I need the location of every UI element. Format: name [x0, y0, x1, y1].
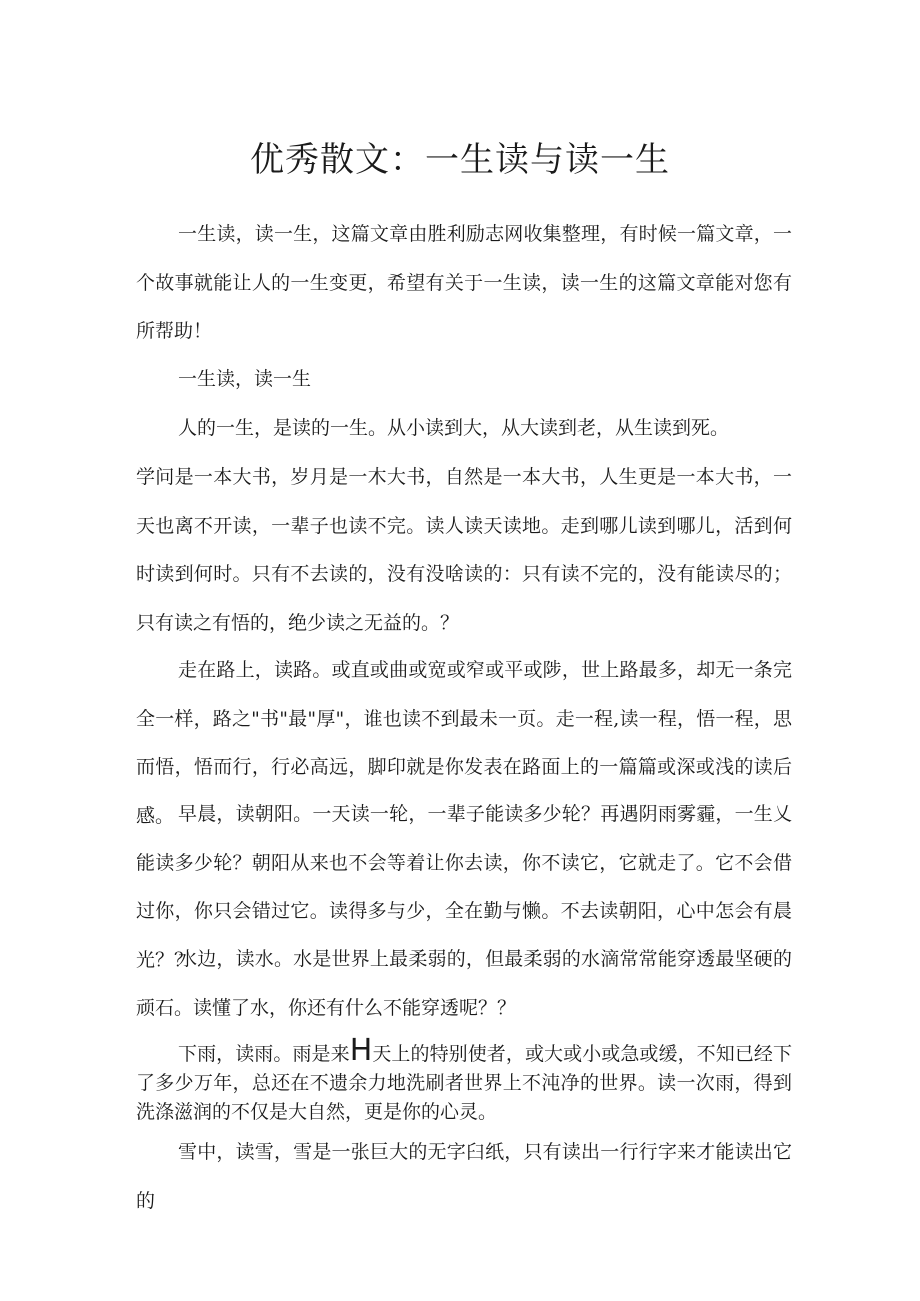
paragraph-6-start: 下雨，读雨。雨是来 — [178, 1043, 350, 1065]
intro-paragraph: 一生读，读一生，这篇文章由胜利励志网收集整理，有时候一篇文章，一个故事就能让人的一生变更，希望有关于一生读，读一生的这篇文章能对您有所帮助！ — [136, 223, 792, 342]
paragraph-6-mark: H — [349, 1033, 373, 1068]
paragraph-5: 水边，读水。水是世界上最柔弱的，但最柔弱的水滴常常能穿透最坚硬的顽石。读懂了水，你还有什么不能穿透呢？？ — [136, 948, 792, 1019]
section-subtitle: 一生读，读一生 — [178, 368, 312, 390]
paragraph-7: 雪中，读雪，雪是一张巨大的无字臼纸，只有读出一行行字来才能读出它的 — [136, 1141, 792, 1212]
paragraph-3: 走在路上，读路。或直或曲或宽或窄或平或陟，世上路最多，却无一条完全一样，路之"书"最"厚"，谁也读不到最未一页。走一程,读一程，悟一程，思而悟，悟而行，行必高远，脚印就是你发表在路面上的一篇篇或深或浅的读后感。 — [136, 659, 792, 827]
paragraph-6-end: 天上的特别使者，或大或小或急或缓，不知已经下了多少万年，总还在不遗余力地洗刷者世界上不沌净的世界。读一次雨，得到洗涤滋润的不仅是大自然，更是你的心灵。 — [136, 1043, 792, 1123]
document-title: 优秀散文：一生读与读一生 — [250, 140, 670, 180]
paragraph-2: 学问是一本大书，岁月是一木大书，自然是一本大书，人生更是一本大书，一天也离不开读，一辈子也读不完。读人读天读地。走到哪儿读到哪儿，活到何时读到何时。只有不去读的，没有没啥读的：只有读不完的，没有能读尽的；只有读之有悟的，绝少读之无益的。？ — [136, 466, 792, 634]
paragraph-4: 早晨，读朝阳。一天读一轮，一辈子能读多少轮？再遇阴雨雾霾，一生乂能读多少轮？朝阳从来也不会等着让你去读，你不读它，它就走了。它不会借过你，你只会错过它。读得多与少，全在勤与懒。不去读朝阳，心中怎会有晨光？？ — [136, 803, 792, 971]
paragraph-6 — [136, 1033, 792, 1127]
paragraph-1: 人的一生，是读的一生。从小读到大，从大读到老，从生读到死。 — [178, 417, 730, 439]
